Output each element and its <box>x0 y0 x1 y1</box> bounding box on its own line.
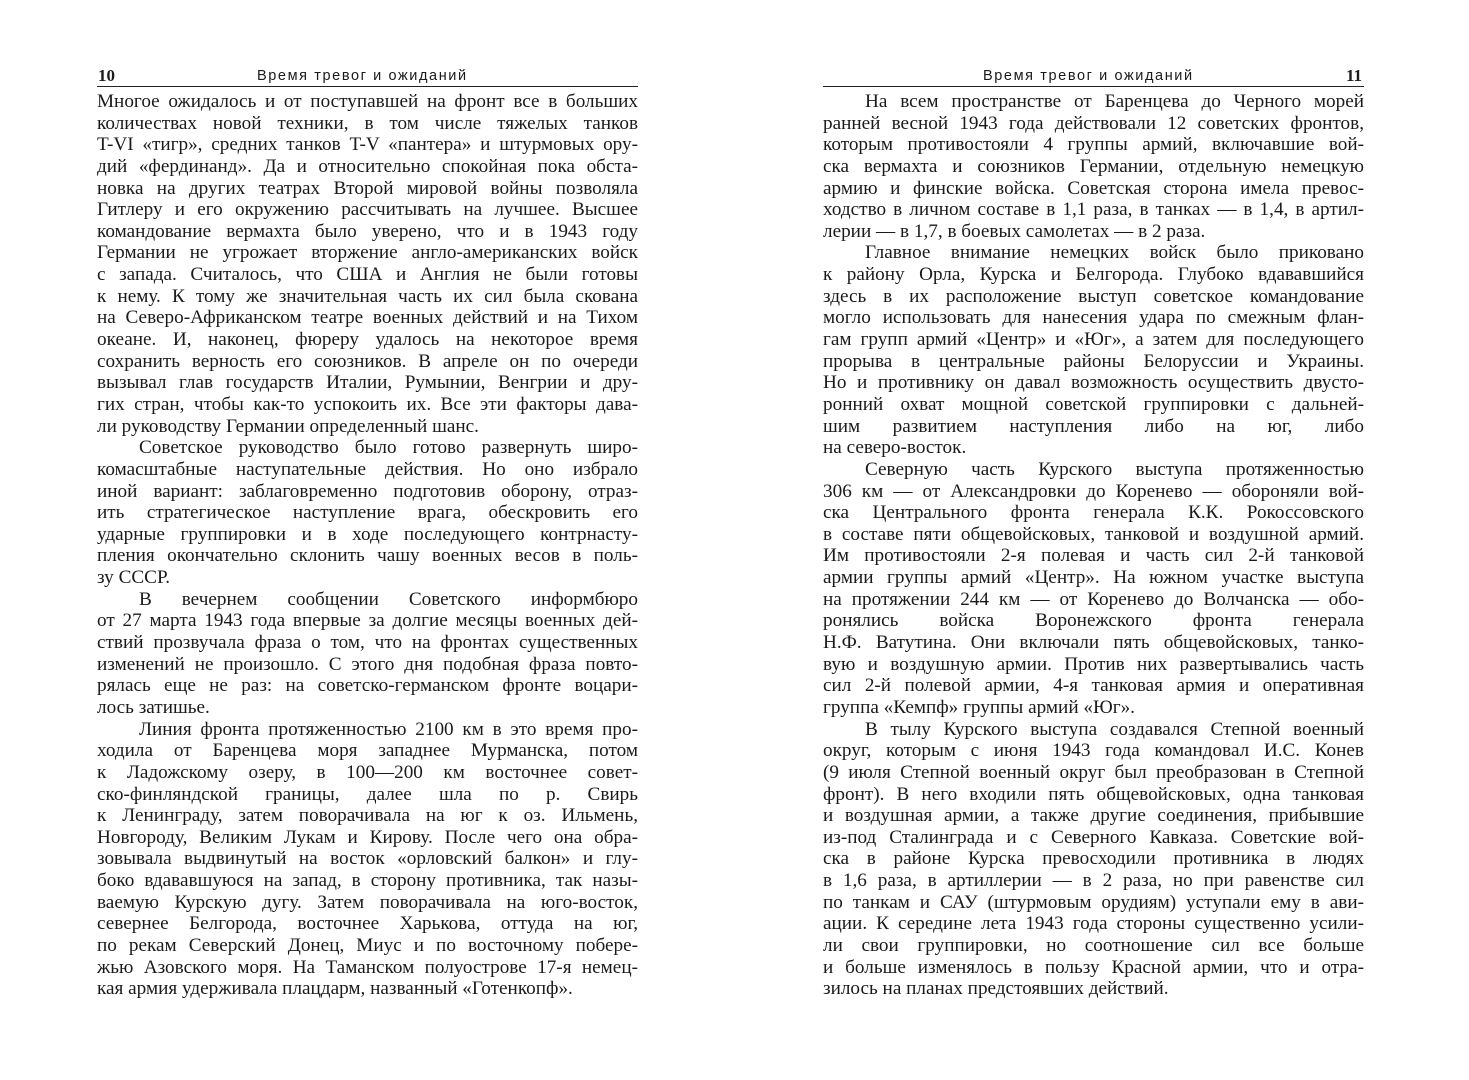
text-line: ранней весной 1943 года действовали 12 советских фронтов, <box>823 112 1364 134</box>
running-head <box>823 66 1364 87</box>
text-line: Советское руководство было готово развернуть широ- <box>139 437 638 459</box>
text-line: ронялись войска Воронежского фронта генерала <box>823 610 1364 632</box>
text-line: здесь в их расположение выступ советское командование <box>823 285 1364 307</box>
text-line: гам групп армий «Центр» и «Юг», а затем для последующего <box>823 329 1364 351</box>
text-line: от 27 марта 1943 года впервые за долгие месяцы военных дей- <box>97 610 638 632</box>
text-line: иной вариант: заблаговременно подготовив оборону, отраз- <box>97 480 638 502</box>
text-line: В вечернем сообщении Советского информбюро <box>139 588 638 610</box>
text-line: могло использовать для нанесения удара по смежным флан- <box>823 307 1364 329</box>
text-line: кая армия удерживала плацдарм, названный «Готенкопф». <box>97 978 573 1000</box>
page-number: 10 <box>98 66 115 85</box>
text-line: 306 км — от Александровки до Коренево — обороняли вой- <box>823 480 1364 502</box>
text-line: ска вермахта и союзников Германии, отдельную немецкую <box>823 155 1364 177</box>
text-line: океане. И, наконец, фюреру удалось на некоторое время <box>97 329 638 351</box>
text-line: из-под Сталинграда и с Северного Кавказа. Советские вой- <box>823 826 1364 848</box>
text-line: ить стратегическое наступление врага, обескровить его <box>97 502 638 524</box>
text-line: рялась еще не раз: на советско-германском фронте воцари- <box>97 675 638 697</box>
text-line: сохранить верность его союзников. В апреле он по очереди <box>97 350 638 372</box>
text-line: Северную часть Курского выступа протяженностью <box>865 458 1364 480</box>
text-line: к району Орла, Курска и Белгорода. Глубоко вдававшийся <box>823 264 1364 286</box>
text-line: Германии не угрожает вторжение англо-американских войск <box>97 242 638 264</box>
body-text <box>97 91 638 1000</box>
text-line: лось затишье. <box>97 696 210 718</box>
text-line: (9 июля Степной военный округ был преобразован в Степной <box>823 761 1364 783</box>
text-line: Многое ожидалось и от поступавшей на фронт все в больших <box>97 91 638 112</box>
body-text <box>823 91 1364 1000</box>
text-line: прорыва в центральные районы Белоруссии и Украины. <box>823 350 1364 372</box>
text-line: В тылу Курского выступа создавался Степной военный <box>865 718 1364 740</box>
text-line: комасштабные наступательные действия. Но оно избрало <box>97 458 638 480</box>
text-line: шим развитием наступления либо на юг, либо <box>823 415 1364 437</box>
text-line: к Ладожскому озеру, в 100—200 км восточнее совет- <box>97 761 638 783</box>
text-line: ли свои группировки, но соотношение сил все больше <box>823 934 1364 956</box>
text-line: командование вермахта было уверено, что и в 1943 году <box>97 220 638 242</box>
text-line: На всем пространстве от Баренцева до Черного морей <box>865 91 1364 112</box>
text-line: группа «Кемпф» группы армий «Юг». <box>823 696 1135 718</box>
text-line: армии группы армий «Центр». На южном участке выступа <box>823 567 1364 589</box>
text-line: вызывал глав государств Италии, Румынии, Венгрии и дру- <box>97 372 638 394</box>
text-line: лерии — в 1,7, в боевых самолетах — в 2 раза. <box>823 220 1206 242</box>
text-line: ходство в личном составе в 1,1 раза, в танках — в 1,4, в артил- <box>823 199 1364 221</box>
text-line: Гитлеру и его окружению рассчитывать на лучшее. Высшее <box>97 199 638 221</box>
text-line: жью Азовского моря. На Таманском полуострове 17-я немец- <box>97 956 638 978</box>
text-line: по рекам Северский Донец, Миус и по восточному побере- <box>97 934 638 956</box>
text-line: дий «фердинанд». Да и относительно спокойная пока обста- <box>97 155 638 177</box>
text-line: армию и финские войска. Советская сторона имела превос- <box>823 177 1364 199</box>
text-line: севернее Белгорода, восточнее Харькова, оттуда на юг, <box>97 913 638 935</box>
text-line: ронний охват мощной советской группировки с дальней- <box>823 393 1364 415</box>
text-line: ско-финляндской границы, далее шла по р. Свирь <box>97 783 638 805</box>
text-line: Новгороду, Великим Лукам и Кирову. После чего она обра- <box>97 826 638 848</box>
text-line: количествах новой техники, в том числе тяжелых танков <box>97 112 638 134</box>
text-line: ствий прозвучала фраза о том, что на фронтах существенных <box>97 632 638 654</box>
text-line: к нему. К тому же значительная часть их сил была скована <box>97 285 638 307</box>
text-line: ации. К середине лета 1943 года стороны существенно усили- <box>823 913 1364 935</box>
running-head-title: Время тревог и ожиданий <box>983 68 1194 84</box>
text-line: в составе пяти общевойсковых, танковой и воздушной армий. <box>823 523 1364 545</box>
right-page <box>823 66 1364 1000</box>
text-line: на северо-восток. <box>823 437 967 459</box>
text-line: изменений не произошло. С этого дня подобная фраза повто- <box>97 653 638 675</box>
text-line: к Ленинграду, затем поворачивала на юг к оз. Ильмень, <box>97 805 638 827</box>
text-line: Линия фронта протяженностью 2100 км в это время про- <box>139 718 638 740</box>
text-line: и больше изменялось в пользу Красной армии, что и отра- <box>823 956 1364 978</box>
text-line: новка на других театрах Второй мировой войны позволяла <box>97 177 638 199</box>
text-line: Им противостояли 2-я полевая и часть сил 2-й танковой <box>823 545 1364 567</box>
text-line: фронт). В него входили пять общевойсковых, одна танковая <box>823 783 1364 805</box>
text-line: и воздушная армии, а также другие соединения, прибывшие <box>823 805 1364 827</box>
text-line: ходила от Баренцева моря западнее Мурманска, потом <box>97 740 638 762</box>
running-head-title: Время тревог и ожиданий <box>257 68 468 84</box>
text-line: ударные группировки и в ходе последующего контрнасту- <box>97 523 638 545</box>
text-line: зу СССР. <box>97 567 171 589</box>
text-line: пления окончательно склонить чашу военных весов в поль- <box>97 545 638 567</box>
text-line: зовывала выдвинутый на восток «орловский балкон» и глу- <box>97 848 638 870</box>
text-line: зилось на планах предстоявших действий. <box>823 978 1169 1000</box>
text-line: Н.Ф. Ватутина. Они включали пять общевойсковых, танко- <box>823 632 1364 654</box>
text-line: с запада. Считалось, что США и Англия не были готовы <box>97 264 638 286</box>
text-line: округ, которым с июня 1943 года командовал И.С. Конев <box>823 740 1364 762</box>
page-number: 11 <box>1345 66 1362 85</box>
text-line: которым противостояли 4 группы армий, включавшие вой- <box>823 134 1364 156</box>
text-line: Но и противнику он давал возможность осуществить двусто- <box>823 372 1364 394</box>
text-line: ваемую Курскую дугу. Затем поворачивала на юго-восток, <box>97 891 638 913</box>
text-line: по танкам и САУ (штурмовым орудиям) уступали ему в ави- <box>823 891 1364 913</box>
text-line: ли руководству Германии определенный шанс. <box>97 415 479 437</box>
text-line: ска Центрального фронта генерала К.К. Рокоссовского <box>823 502 1364 524</box>
text-line: ска в районе Курска превосходили противника в людях <box>823 848 1364 870</box>
text-line: T-VI «тигр», средних танков T-V «пантера» и штурмовых ору- <box>97 134 638 156</box>
running-head <box>97 66 638 87</box>
text-line: сил 2-й полевой армии, 4-я танковая армия и оперативная <box>823 675 1364 697</box>
text-line: в 1,6 раза, в артиллерии — в 2 раза, но при равенстве сил <box>823 870 1364 892</box>
text-line: гих стран, чтобы как-то успокоить их. Все эти факторы дава- <box>97 393 638 415</box>
text-line: вую и воздушную армии. Против них развертывались часть <box>823 653 1364 675</box>
text-line: боко вдававшуюся на запад, в сторону противника, так назы- <box>97 870 638 892</box>
text-line: Главное внимание немецких войск было приковано <box>865 242 1364 264</box>
text-line: на Северо-Африканском театре военных действий и на Тихом <box>97 307 638 329</box>
left-page <box>97 66 638 1000</box>
text-line: на протяжении 244 км — от Коренево до Волчанска — обо- <box>823 588 1364 610</box>
